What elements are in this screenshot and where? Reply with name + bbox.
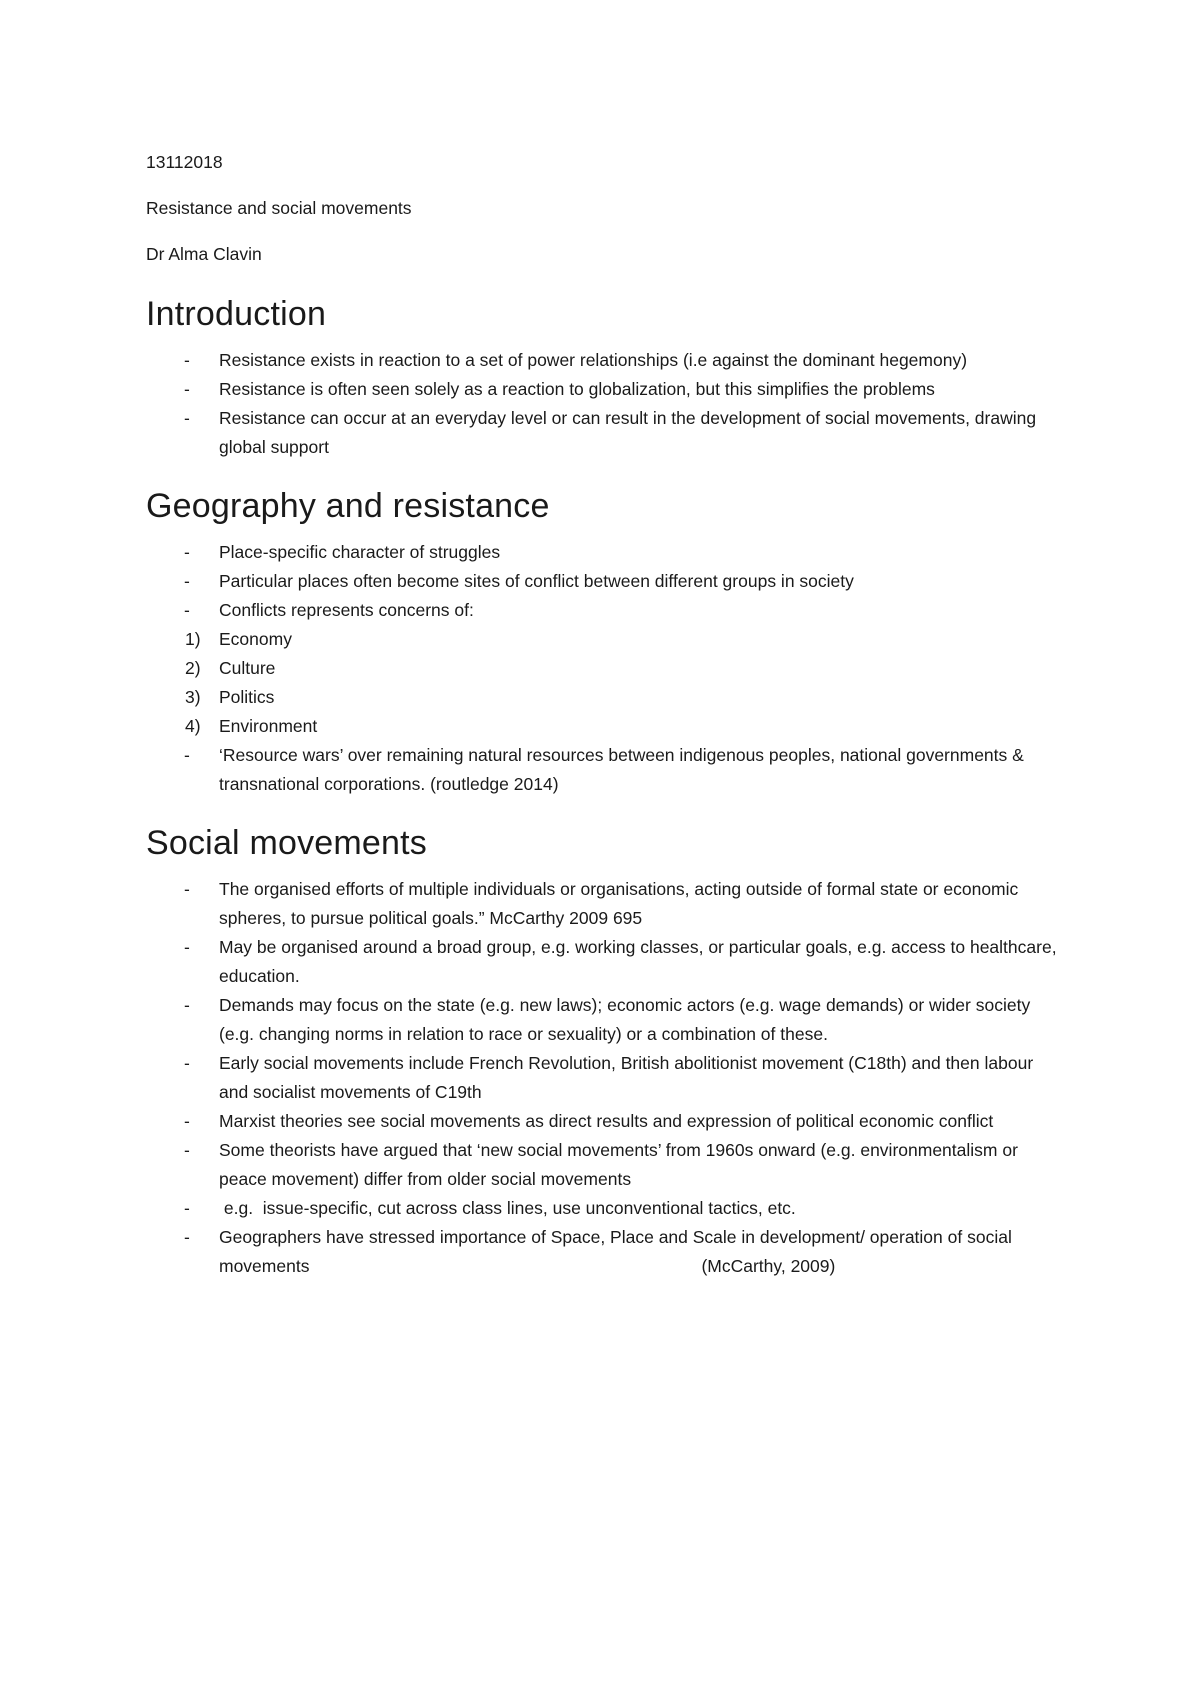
list-item-text: Some theorists have argued that ‘new social movements’ from 1960s onward (e.g. environmentalism or peace movement) differ from older social movements — [219, 1140, 1018, 1189]
number-marker: 2) — [185, 658, 201, 678]
list-item-text: Resistance is often seen solely as a reaction to globalization, but this simplifies the problems — [219, 379, 935, 399]
list-item — [146, 875, 1066, 933]
list-item-text: Geographers have stressed importance of Space, Place and Scale in development/ operation of social movements — [219, 1227, 1012, 1276]
numbered-list-item — [146, 683, 1066, 712]
dash-marker: - — [184, 937, 190, 957]
numbered-list-item — [146, 654, 1066, 683]
dash-marker: - — [184, 408, 190, 428]
list-item — [146, 1107, 1066, 1136]
dash-marker: - — [184, 542, 190, 562]
list-item — [146, 1194, 1066, 1223]
list-item-text: Place-specific character of struggles — [219, 542, 501, 562]
list-item — [146, 346, 1066, 375]
list-item-text: Conflicts represents concerns of: — [219, 600, 474, 620]
list-item — [146, 567, 1066, 596]
number-marker: 4) — [185, 716, 201, 736]
document-date: 13112018 — [146, 152, 223, 172]
list-item — [146, 596, 1066, 625]
list-item-text: The organised efforts of multiple individuals or organisations, acting outside of formal state or economic spheres, to pursue political goals.” McCarthy 2009 695 — [219, 879, 1019, 928]
numbered-list-item — [146, 625, 1066, 654]
introduction-list — [146, 346, 1066, 462]
numbered-list-item — [146, 712, 1066, 741]
document-body — [146, 150, 1066, 1303]
list-item — [146, 1049, 1066, 1107]
number-marker: 3) — [185, 687, 201, 707]
list-item-text: Marxist theories see social movements as direct results and expression of political economic conflict — [219, 1111, 994, 1131]
list-item — [146, 1136, 1066, 1194]
list-item-text: Resistance can occur at an everyday level or can result in the development of social movements, drawing global support — [219, 408, 1037, 457]
list-item-text: Politics — [219, 687, 275, 707]
list-item-text: Economy — [219, 629, 292, 649]
citation: (McCarthy, 2009) — [701, 1256, 836, 1276]
list-item — [146, 991, 1066, 1049]
list-item-text: Demands may focus on the state (e.g. new laws); economic actors (e.g. wage demands) or wider society (e.g. changing norms in relation to race or sexuality) or a combination of these. — [219, 995, 1031, 1044]
list-item — [146, 538, 1066, 567]
dash-marker: - — [184, 571, 190, 591]
list-item — [146, 741, 1066, 799]
document-title: Resistance and social movements — [146, 198, 412, 218]
dash-marker: - — [184, 745, 190, 765]
list-item-text: Early social movements include French Revolution, British abolitionist movement (C18th) and then labour and socialist movements of C19th — [219, 1053, 1034, 1102]
list-item-text: Culture — [219, 658, 276, 678]
list-item-text: May be organised around a broad group, e.g. working classes, or particular goals, e.g. access to healthcare, education. — [219, 937, 1057, 986]
document-author: Dr Alma Clavin — [146, 244, 262, 264]
dash-marker: - — [184, 995, 190, 1015]
number-marker: 1) — [185, 629, 201, 649]
social-movements-list — [146, 875, 1066, 1281]
list-item-text: e.g. issue-specific, cut across class lines, use unconventional tactics, etc. — [219, 1198, 796, 1218]
dash-marker: - — [184, 1198, 190, 1218]
dash-marker: - — [184, 600, 190, 620]
dash-marker: - — [184, 379, 190, 399]
list-item-text: Environment — [219, 716, 318, 736]
list-item — [146, 404, 1066, 462]
dash-marker: - — [184, 879, 190, 899]
dash-marker: - — [184, 1140, 190, 1160]
list-item-text: ‘Resource wars’ over remaining natural resources between indigenous peoples, national governments & transnational corporations. (routledge 2014) — [219, 745, 1024, 794]
list-item-text: Resistance exists in reaction to a set of power relationships (i.e against the dominant hegemony) — [219, 350, 968, 370]
heading-introduction: Introduction — [146, 295, 327, 333]
dash-marker: - — [184, 1053, 190, 1073]
heading-social-movements: Social movements — [146, 824, 427, 862]
list-item — [146, 375, 1066, 404]
list-item-text: Particular places often become sites of conflict between different groups in society — [219, 571, 854, 591]
list-item — [146, 1223, 1066, 1281]
geography-list — [146, 538, 1066, 799]
list-item — [146, 933, 1066, 991]
dash-marker: - — [184, 350, 190, 370]
heading-geography-and-resistance: Geography and resistance — [146, 487, 550, 525]
dash-marker: - — [184, 1227, 190, 1247]
dash-marker: - — [184, 1111, 190, 1131]
